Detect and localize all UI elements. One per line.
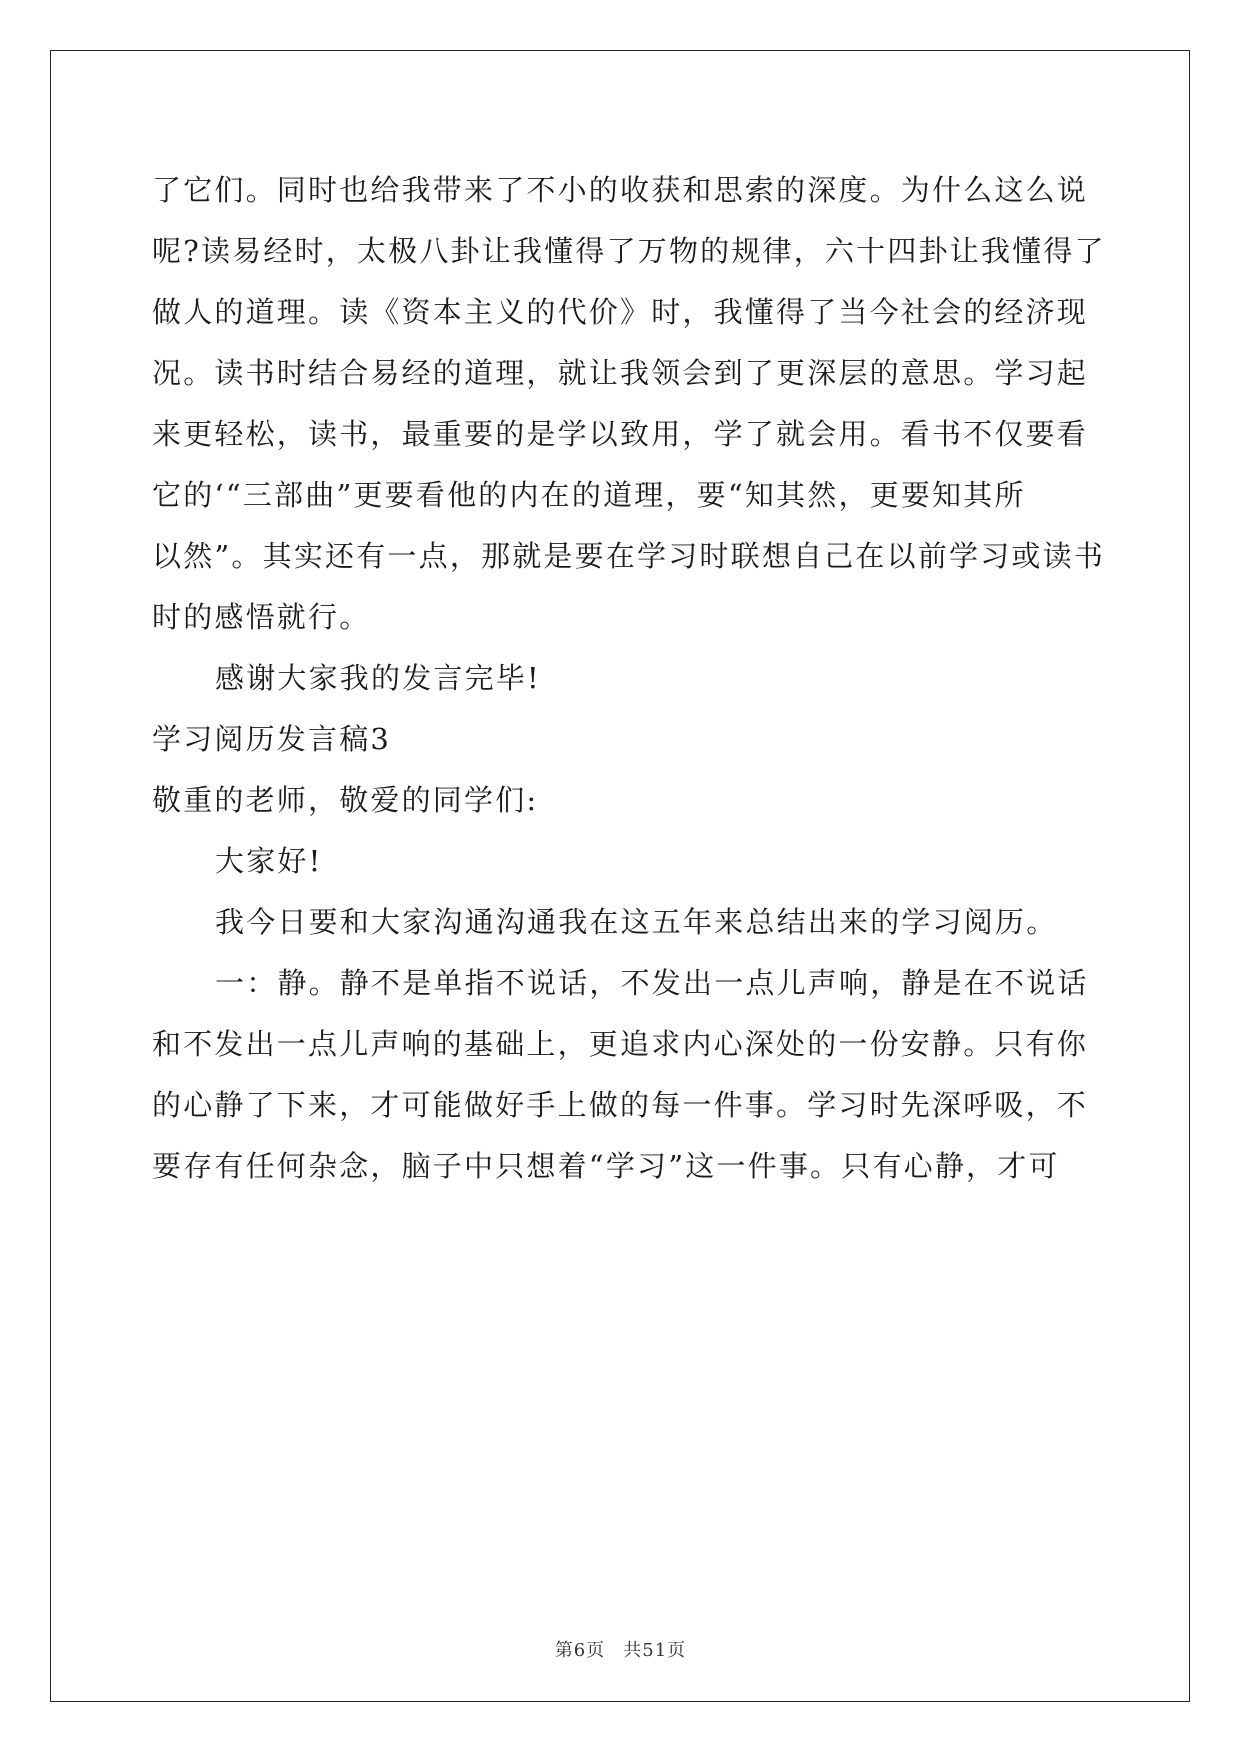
paragraph-line: 来更轻松，读书，最重要的是学以致用，学了就会用。看书不仅要看 [152, 417, 1089, 451]
page-total: 共51页 [623, 1640, 687, 1661]
page-number: 第6页 [554, 1640, 606, 1661]
paragraph-line: 以然”。其实还有一点，那就是要在学习时联想自己在以前学习或读书 [152, 539, 1106, 573]
section-title: 学习阅历发言稿3 [152, 722, 392, 756]
page-footer [0, 1636, 1241, 1662]
closing-line: 感谢大家我的发言完毕! [215, 661, 541, 695]
paragraph-line: 的心静了下来，才可能做好手上做的每一件事。学习时先深呼吸，不 [152, 1088, 1089, 1122]
paragraph-line: 况。读书时结合易经的道理，就让我领会到了更深层的意思。学习起 [152, 356, 1089, 390]
paragraph-line: 和不发出一点儿声响的基础上，更追求内心深处的一份安静。只有你 [152, 1027, 1089, 1061]
paragraph-line: 时的感悟就行。 [152, 600, 371, 634]
paragraph-line: 一：静。静不是单指不说话，不发出一点儿声响，静是在不说话 [215, 966, 1089, 1000]
paragraph-line: 了它们。同时也给我带来了不小的收获和思索的深度。为什么这么说 [152, 173, 1089, 207]
paragraph-line: 它的‘“三部曲”更要看他的内在的道理，要“知其然，更要知其所 [152, 478, 1026, 512]
paragraph-line: 呢?读易经时，太极八卦让我懂得了万物的规律，六十四卦让我懂得了 [152, 234, 1106, 268]
document-body [152, 160, 1106, 1197]
paragraph-line: 做人的道理。读《资本主义的代价》时，我懂得了当今社会的经济现 [152, 295, 1089, 329]
salutation: 敬重的老师，敬爱的同学们: [152, 783, 539, 817]
greeting: 大家好! [215, 844, 323, 878]
paragraph-line: 我今日要和大家沟通沟通我在这五年来总结出来的学习阅历。 [215, 905, 1058, 939]
paragraph-line: 要存有任何杂念，脑子中只想着“学习”这一件事。只有心静，才可 [152, 1149, 1060, 1183]
